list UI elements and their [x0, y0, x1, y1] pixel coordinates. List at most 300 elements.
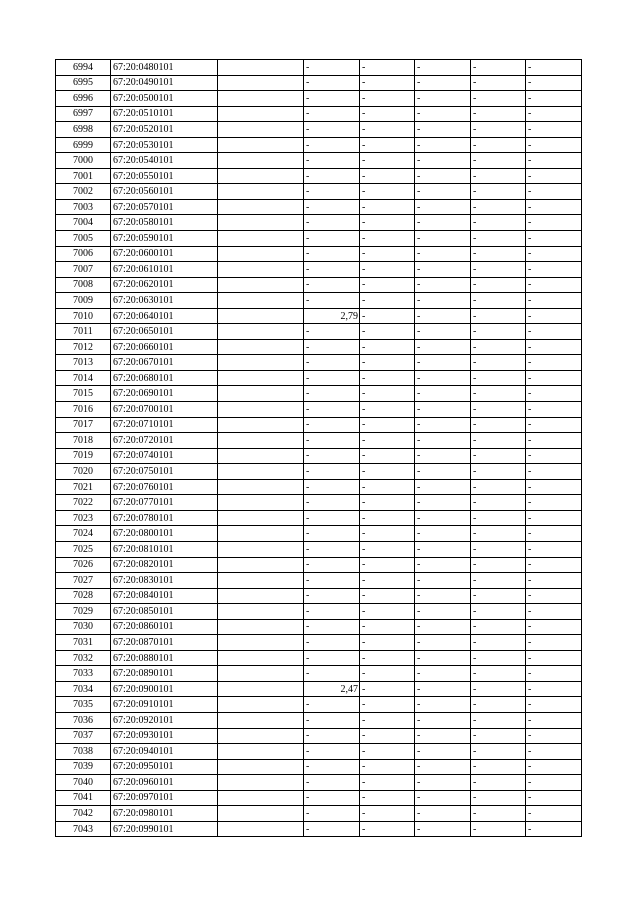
- table-row: [56, 355, 582, 371]
- value-col-4: -: [471, 137, 526, 153]
- value-col-5: -: [526, 153, 582, 169]
- value-col-5: -: [526, 339, 582, 355]
- cadastral-code: 67:20:0700101: [111, 402, 218, 418]
- value-col-2: -: [360, 339, 415, 355]
- value-col-2: -: [360, 402, 415, 418]
- table-row: [56, 137, 582, 153]
- row-number: 7031: [56, 635, 111, 651]
- name-cell: [218, 153, 304, 169]
- value-col-2: -: [360, 728, 415, 744]
- value-col-3: -: [415, 246, 471, 262]
- value-col-2: -: [360, 246, 415, 262]
- value-col-3: -: [415, 588, 471, 604]
- cadastral-code: 67:20:0840101: [111, 588, 218, 604]
- value-col-5: -: [526, 60, 582, 76]
- cadastral-code: 67:20:0590101: [111, 231, 218, 247]
- table-row: [56, 308, 582, 324]
- value-col-5: -: [526, 573, 582, 589]
- cadastral-code: 67:20:0920101: [111, 712, 218, 728]
- value-col-1: -: [304, 541, 360, 557]
- value-col-1: -: [304, 790, 360, 806]
- row-number: 7005: [56, 231, 111, 247]
- value-col-1: -: [304, 448, 360, 464]
- value-col-5: -: [526, 75, 582, 91]
- table-row: [56, 510, 582, 526]
- value-col-5: -: [526, 262, 582, 278]
- cadastral-code: 67:20:0810101: [111, 541, 218, 557]
- row-number: 7036: [56, 712, 111, 728]
- value-col-3: -: [415, 417, 471, 433]
- value-col-5: -: [526, 91, 582, 107]
- value-col-3: -: [415, 199, 471, 215]
- value-col-2: -: [360, 324, 415, 340]
- value-col-4: -: [471, 246, 526, 262]
- name-cell: [218, 137, 304, 153]
- value-col-1: -: [304, 433, 360, 449]
- name-cell: [218, 744, 304, 760]
- value-col-2: -: [360, 137, 415, 153]
- value-col-5: -: [526, 464, 582, 480]
- row-number: 7026: [56, 557, 111, 573]
- value-col-2: -: [360, 277, 415, 293]
- cadastral-code: 67:20:0970101: [111, 790, 218, 806]
- table-row: [56, 448, 582, 464]
- row-number: 7037: [56, 728, 111, 744]
- value-col-4: -: [471, 184, 526, 200]
- value-col-1: -: [304, 619, 360, 635]
- value-col-2: -: [360, 308, 415, 324]
- value-col-2: -: [360, 433, 415, 449]
- value-col-1: -: [304, 635, 360, 651]
- row-number: 7020: [56, 464, 111, 480]
- row-number: 7041: [56, 790, 111, 806]
- value-col-1: -: [304, 75, 360, 91]
- cadastral-code: 67:20:0620101: [111, 277, 218, 293]
- row-number: 6995: [56, 75, 111, 91]
- name-cell: [218, 790, 304, 806]
- value-col-2: -: [360, 510, 415, 526]
- row-number: 7019: [56, 448, 111, 464]
- value-col-4: -: [471, 448, 526, 464]
- value-col-4: -: [471, 588, 526, 604]
- table-row: [56, 231, 582, 247]
- cadastral-code: 67:20:0510101: [111, 106, 218, 122]
- value-col-3: -: [415, 386, 471, 402]
- value-col-3: -: [415, 759, 471, 775]
- value-col-5: -: [526, 728, 582, 744]
- value-col-2: -: [360, 604, 415, 620]
- value-col-5: -: [526, 604, 582, 620]
- value-col-5: -: [526, 277, 582, 293]
- cadastral-code: 67:20:0540101: [111, 153, 218, 169]
- value-col-5: -: [526, 635, 582, 651]
- row-number: 7015: [56, 386, 111, 402]
- value-col-2: -: [360, 526, 415, 542]
- value-col-5: -: [526, 106, 582, 122]
- value-col-2: -: [360, 573, 415, 589]
- value-col-1: -: [304, 231, 360, 247]
- cadastral-code: 67:20:0950101: [111, 759, 218, 775]
- table-row: [56, 246, 582, 262]
- value-col-1: -: [304, 666, 360, 682]
- value-col-2: -: [360, 495, 415, 511]
- value-col-4: -: [471, 402, 526, 418]
- value-col-4: -: [471, 806, 526, 822]
- value-col-1: -: [304, 324, 360, 340]
- row-number: 7013: [56, 355, 111, 371]
- name-cell: [218, 806, 304, 822]
- cadastral-code: 67:20:0830101: [111, 573, 218, 589]
- name-cell: [218, 386, 304, 402]
- row-number: 7001: [56, 168, 111, 184]
- value-col-3: -: [415, 541, 471, 557]
- row-number: 7035: [56, 697, 111, 713]
- value-col-4: -: [471, 728, 526, 744]
- value-col-5: -: [526, 759, 582, 775]
- value-col-5: -: [526, 199, 582, 215]
- value-col-3: -: [415, 479, 471, 495]
- value-col-5: -: [526, 821, 582, 837]
- cadastral-code: 67:20:0640101: [111, 308, 218, 324]
- name-cell: [218, 246, 304, 262]
- value-col-4: -: [471, 821, 526, 837]
- value-col-4: -: [471, 541, 526, 557]
- table-row: [56, 386, 582, 402]
- cadastral-code: 67:20:0910101: [111, 697, 218, 713]
- value-col-1: -: [304, 60, 360, 76]
- row-number: 7007: [56, 262, 111, 278]
- name-cell: [218, 199, 304, 215]
- value-col-1: -: [304, 339, 360, 355]
- value-col-4: -: [471, 433, 526, 449]
- value-col-4: -: [471, 759, 526, 775]
- table-row: [56, 370, 582, 386]
- value-col-2: -: [360, 417, 415, 433]
- cadastral-code: 67:20:0690101: [111, 386, 218, 402]
- value-col-2: -: [360, 60, 415, 76]
- value-col-5: -: [526, 324, 582, 340]
- name-cell: [218, 231, 304, 247]
- table-row: [56, 479, 582, 495]
- value-col-3: -: [415, 262, 471, 278]
- row-number: 6996: [56, 91, 111, 107]
- value-col-5: -: [526, 790, 582, 806]
- value-col-3: -: [415, 526, 471, 542]
- name-cell: [218, 697, 304, 713]
- value-col-4: -: [471, 262, 526, 278]
- value-col-1: 2,47: [304, 681, 360, 697]
- value-col-4: -: [471, 510, 526, 526]
- value-col-1: -: [304, 184, 360, 200]
- name-cell: [218, 262, 304, 278]
- cadastral-code: 67:20:0740101: [111, 448, 218, 464]
- name-cell: [218, 666, 304, 682]
- value-col-5: -: [526, 417, 582, 433]
- name-cell: [218, 495, 304, 511]
- value-col-1: -: [304, 728, 360, 744]
- value-col-5: -: [526, 370, 582, 386]
- value-col-2: -: [360, 666, 415, 682]
- row-number: 7011: [56, 324, 111, 340]
- row-number: 7024: [56, 526, 111, 542]
- value-col-2: -: [360, 262, 415, 278]
- row-number: 7023: [56, 510, 111, 526]
- value-col-4: -: [471, 495, 526, 511]
- row-number: 7034: [56, 681, 111, 697]
- cadastral-code: 67:20:0870101: [111, 635, 218, 651]
- name-cell: [218, 355, 304, 371]
- value-col-1: -: [304, 277, 360, 293]
- name-cell: [218, 75, 304, 91]
- value-col-2: -: [360, 448, 415, 464]
- cadastral-code: 67:20:0480101: [111, 60, 218, 76]
- data-table: [55, 59, 582, 837]
- table-row: [56, 619, 582, 635]
- table-row: [56, 215, 582, 231]
- value-col-4: -: [471, 339, 526, 355]
- cadastral-code: 67:20:0750101: [111, 464, 218, 480]
- name-cell: [218, 448, 304, 464]
- value-col-1: -: [304, 168, 360, 184]
- value-col-2: -: [360, 588, 415, 604]
- value-col-3: -: [415, 168, 471, 184]
- table-row: [56, 635, 582, 651]
- value-col-3: -: [415, 806, 471, 822]
- value-col-1: -: [304, 246, 360, 262]
- row-number: 7042: [56, 806, 111, 822]
- value-col-2: -: [360, 712, 415, 728]
- cadastral-code: 67:20:0940101: [111, 744, 218, 760]
- value-col-3: -: [415, 697, 471, 713]
- value-col-2: -: [360, 479, 415, 495]
- table-row: [56, 293, 582, 309]
- value-col-3: -: [415, 293, 471, 309]
- row-number: 7016: [56, 402, 111, 418]
- table-row: [56, 806, 582, 822]
- value-col-5: -: [526, 433, 582, 449]
- value-col-5: -: [526, 697, 582, 713]
- table-row: [56, 650, 582, 666]
- value-col-3: -: [415, 122, 471, 138]
- value-col-4: -: [471, 650, 526, 666]
- value-col-5: -: [526, 650, 582, 666]
- row-number: 7039: [56, 759, 111, 775]
- value-col-5: -: [526, 557, 582, 573]
- cadastral-code: 67:20:0770101: [111, 495, 218, 511]
- table-row: [56, 541, 582, 557]
- value-col-3: -: [415, 339, 471, 355]
- value-col-1: -: [304, 495, 360, 511]
- value-col-1: -: [304, 370, 360, 386]
- value-col-5: -: [526, 448, 582, 464]
- name-cell: [218, 557, 304, 573]
- cadastral-code: 67:20:0650101: [111, 324, 218, 340]
- table-row: [56, 712, 582, 728]
- value-col-4: -: [471, 619, 526, 635]
- value-col-5: -: [526, 775, 582, 791]
- table-row: [56, 666, 582, 682]
- cadastral-code: 67:20:0610101: [111, 262, 218, 278]
- row-number: 7017: [56, 417, 111, 433]
- value-col-5: -: [526, 510, 582, 526]
- value-col-1: -: [304, 355, 360, 371]
- row-number: 7018: [56, 433, 111, 449]
- value-col-4: -: [471, 790, 526, 806]
- table-row: [56, 199, 582, 215]
- table-row: [56, 91, 582, 107]
- table-body: [56, 60, 582, 837]
- value-col-3: -: [415, 821, 471, 837]
- cadastral-code: 67:20:0800101: [111, 526, 218, 542]
- value-col-5: -: [526, 184, 582, 200]
- value-col-4: -: [471, 417, 526, 433]
- cadastral-code: 67:20:0850101: [111, 604, 218, 620]
- table-row: [56, 775, 582, 791]
- value-col-1: -: [304, 588, 360, 604]
- value-col-4: -: [471, 293, 526, 309]
- value-col-5: -: [526, 495, 582, 511]
- value-col-2: -: [360, 806, 415, 822]
- value-col-4: -: [471, 168, 526, 184]
- table-row: [56, 122, 582, 138]
- value-col-3: -: [415, 324, 471, 340]
- row-number: 7003: [56, 199, 111, 215]
- value-col-5: -: [526, 168, 582, 184]
- value-col-2: -: [360, 75, 415, 91]
- row-number: 6999: [56, 137, 111, 153]
- row-number: 7032: [56, 650, 111, 666]
- cadastral-code: 67:20:0860101: [111, 619, 218, 635]
- value-col-5: -: [526, 712, 582, 728]
- name-cell: [218, 775, 304, 791]
- value-col-4: -: [471, 75, 526, 91]
- value-col-3: -: [415, 573, 471, 589]
- cadastral-code: 67:20:0900101: [111, 681, 218, 697]
- name-cell: [218, 479, 304, 495]
- value-col-3: -: [415, 744, 471, 760]
- value-col-2: -: [360, 681, 415, 697]
- cadastral-code: 67:20:0530101: [111, 137, 218, 153]
- value-col-5: -: [526, 588, 582, 604]
- value-col-3: -: [415, 635, 471, 651]
- value-col-4: -: [471, 479, 526, 495]
- row-number: 7010: [56, 308, 111, 324]
- value-col-4: -: [471, 681, 526, 697]
- row-number: 6997: [56, 106, 111, 122]
- row-number: 7014: [56, 370, 111, 386]
- value-col-2: -: [360, 635, 415, 651]
- value-col-4: -: [471, 324, 526, 340]
- value-col-5: -: [526, 681, 582, 697]
- value-col-4: -: [471, 635, 526, 651]
- value-col-2: -: [360, 231, 415, 247]
- value-col-3: -: [415, 153, 471, 169]
- cadastral-code: 67:20:0720101: [111, 433, 218, 449]
- table-row: [56, 681, 582, 697]
- value-col-3: -: [415, 91, 471, 107]
- cadastral-code: 67:20:0660101: [111, 339, 218, 355]
- cadastral-code: 67:20:0490101: [111, 75, 218, 91]
- value-col-4: -: [471, 215, 526, 231]
- value-col-4: -: [471, 308, 526, 324]
- value-col-1: -: [304, 697, 360, 713]
- value-col-2: -: [360, 122, 415, 138]
- row-number: 7043: [56, 821, 111, 837]
- name-cell: [218, 650, 304, 666]
- cadastral-code: 67:20:0820101: [111, 557, 218, 573]
- value-col-3: -: [415, 106, 471, 122]
- cadastral-code: 67:20:0500101: [111, 91, 218, 107]
- value-col-3: -: [415, 775, 471, 791]
- value-col-3: -: [415, 619, 471, 635]
- value-col-1: -: [304, 821, 360, 837]
- value-col-4: -: [471, 573, 526, 589]
- value-col-1: -: [304, 199, 360, 215]
- value-col-3: -: [415, 308, 471, 324]
- value-col-2: -: [360, 775, 415, 791]
- name-cell: [218, 635, 304, 651]
- value-col-1: -: [304, 215, 360, 231]
- row-number: 7006: [56, 246, 111, 262]
- row-number: 7029: [56, 604, 111, 620]
- value-col-1: -: [304, 417, 360, 433]
- value-col-2: -: [360, 464, 415, 480]
- value-col-4: -: [471, 666, 526, 682]
- value-col-1: -: [304, 106, 360, 122]
- value-col-1: -: [304, 573, 360, 589]
- value-col-5: -: [526, 137, 582, 153]
- cadastral-code: 67:20:0630101: [111, 293, 218, 309]
- row-number: 7028: [56, 588, 111, 604]
- value-col-3: -: [415, 402, 471, 418]
- value-col-5: -: [526, 806, 582, 822]
- value-col-5: -: [526, 402, 582, 418]
- table-row: [56, 464, 582, 480]
- value-col-5: -: [526, 386, 582, 402]
- value-col-3: -: [415, 355, 471, 371]
- cadastral-code: 67:20:0560101: [111, 184, 218, 200]
- name-cell: [218, 541, 304, 557]
- name-cell: [218, 588, 304, 604]
- value-col-3: -: [415, 666, 471, 682]
- value-col-4: -: [471, 60, 526, 76]
- value-col-5: -: [526, 526, 582, 542]
- value-col-2: -: [360, 557, 415, 573]
- value-col-1: -: [304, 510, 360, 526]
- name-cell: [218, 277, 304, 293]
- value-col-1: -: [304, 464, 360, 480]
- value-col-3: -: [415, 728, 471, 744]
- name-cell: [218, 681, 304, 697]
- row-number: 7030: [56, 619, 111, 635]
- value-col-1: 2,79: [304, 308, 360, 324]
- cadastral-code: 67:20:0600101: [111, 246, 218, 262]
- value-col-4: -: [471, 122, 526, 138]
- value-col-2: -: [360, 293, 415, 309]
- name-cell: [218, 60, 304, 76]
- name-cell: [218, 168, 304, 184]
- value-col-3: -: [415, 370, 471, 386]
- cadastral-code: 67:20:0760101: [111, 479, 218, 495]
- value-col-3: -: [415, 277, 471, 293]
- table-row: [56, 557, 582, 573]
- table-row: [56, 60, 582, 76]
- value-col-1: -: [304, 759, 360, 775]
- value-col-1: -: [304, 650, 360, 666]
- table-row: [56, 744, 582, 760]
- table-row: [56, 821, 582, 837]
- value-col-5: -: [526, 293, 582, 309]
